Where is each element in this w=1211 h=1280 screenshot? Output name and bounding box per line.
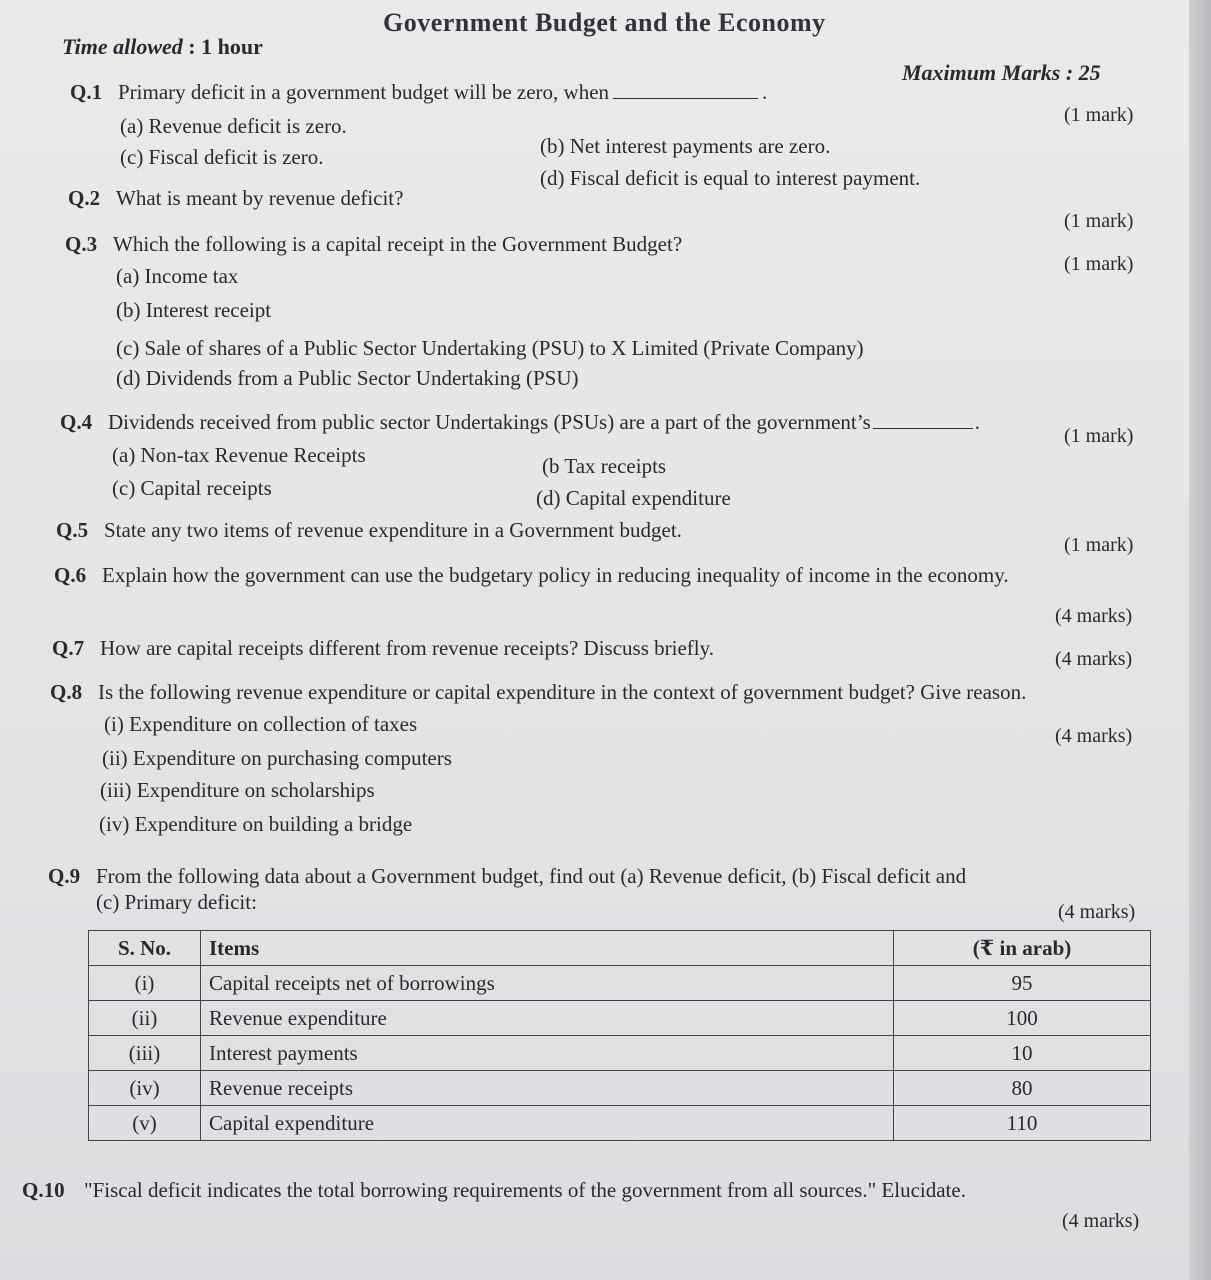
column-header-value: (₹ in arab) <box>894 931 1151 966</box>
q1-option-c: (c) Fiscal deficit is zero. <box>120 145 324 169</box>
row-sno: (iv) <box>89 1071 201 1106</box>
table-row <box>89 1106 1151 1141</box>
question-1 <box>70 80 767 105</box>
question-6 <box>54 563 1009 588</box>
question-8 <box>50 680 1026 705</box>
time-allowed-value: : 1 hour <box>188 34 263 59</box>
question-text: From the following data about a Government budget, find out (a) Revenue deficit, (b) Fiscal deficit and <box>96 864 967 888</box>
q8-item-i: (i) Expenditure on collection of taxes <box>104 712 418 736</box>
q4-option-b: (b Tax receipts <box>542 454 667 478</box>
question-number: Q.1 <box>70 80 103 104</box>
question-7 <box>52 636 714 661</box>
row-item: Revenue receipts <box>201 1071 894 1106</box>
table-row <box>89 1001 1151 1036</box>
time-allowed <box>62 34 263 60</box>
question-text: Explain how the government can use the budgetary policy in reducing inequality of income in the economy. <box>102 563 1009 587</box>
q8-item-iv: (iv) Expenditure on building a bridge <box>99 812 413 836</box>
question-end: . <box>762 80 768 104</box>
question-9-line-2: (c) Primary deficit: <box>96 890 257 914</box>
question-2 <box>68 186 403 211</box>
question-10 <box>22 1178 966 1203</box>
time-allowed-label: Time allowed <box>62 34 183 59</box>
question-8-marks: (4 marks) <box>1055 725 1133 747</box>
question-text: State any two items of revenue expenditure in a Government budget. <box>104 518 682 542</box>
question-number: Q.6 <box>54 563 87 587</box>
q4-option-c: (c) Capital receipts <box>112 476 272 500</box>
question-1-marks: (1 mark) <box>1064 104 1134 126</box>
question-3 <box>65 232 682 257</box>
answer-blank <box>613 80 758 99</box>
row-sno: (v) <box>89 1106 201 1141</box>
table-row <box>89 1036 1151 1071</box>
q1-option-d: (d) Fiscal deficit is equal to interest payment. <box>540 166 921 190</box>
question-number: Q.2 <box>68 186 101 210</box>
question-text: What is meant by revenue deficit? <box>116 186 404 210</box>
row-value: 95 <box>894 966 1151 1001</box>
maximum-marks: Maximum Marks : 25 <box>902 60 1101 85</box>
question-end: . <box>974 410 981 434</box>
question-4-marks: (1 mark) <box>1064 425 1134 447</box>
question-6-marks: (4 marks) <box>1055 605 1133 627</box>
question-number: Q.9 <box>48 864 81 888</box>
table-row <box>89 966 1151 1001</box>
page-edge <box>1189 0 1211 1280</box>
question-7-marks: (4 marks) <box>1055 648 1133 670</box>
row-sno: (ii) <box>89 1001 201 1036</box>
answer-blank <box>873 410 973 429</box>
question-9-marks: (4 marks) <box>1058 901 1136 923</box>
question-9 <box>48 864 966 889</box>
column-header-sno: S. No. <box>89 931 201 966</box>
question-text: Primary deficit in a government budget will be zero, when <box>118 80 610 104</box>
question-number: Q.4 <box>60 410 93 434</box>
question-text: Is the following revenue expenditure or capital expenditure in the context of government budget? Give reason. <box>98 680 1027 704</box>
question-4 <box>60 410 980 435</box>
q8-item-ii: (ii) Expenditure on purchasing computers <box>102 746 452 770</box>
budget-data-table <box>88 930 1151 1141</box>
table-header-row <box>89 931 1151 966</box>
row-item: Capital expenditure <box>201 1106 894 1141</box>
row-value: 80 <box>894 1071 1151 1106</box>
row-value: 10 <box>894 1036 1151 1071</box>
question-text: Dividends received from public sector Undertakings (PSUs) are a part of the government’s <box>108 410 871 434</box>
q4-option-d: (d) Capital expenditure <box>536 486 731 510</box>
q1-option-a: (a) Revenue deficit is zero. <box>120 114 347 138</box>
question-number: Q.7 <box>52 636 85 660</box>
row-item: Capital receipts net of borrowings <box>201 966 894 1001</box>
q1-option-b: (b) Net interest payments are zero. <box>540 134 831 158</box>
question-number: Q.5 <box>56 518 89 542</box>
table-row <box>89 1071 1151 1106</box>
question-number: Q.3 <box>65 232 98 256</box>
column-header-items: Items <box>201 931 894 966</box>
q3-option-c: (c) Sale of shares of a Public Sector Undertaking (PSU) to X Limited (Private Company) <box>116 336 864 360</box>
question-text: Which the following is a capital receipt in the Government Budget? <box>113 232 683 256</box>
question-3-marks: (1 mark) <box>1064 253 1134 275</box>
row-sno: (i) <box>89 966 201 1001</box>
q8-item-iii: (iii) Expenditure on scholarships <box>100 778 375 802</box>
row-item: Revenue expenditure <box>201 1001 894 1036</box>
question-5 <box>56 518 682 543</box>
question-number: Q.10 <box>22 1178 65 1202</box>
q3-option-b: (b) Interest receipt <box>116 298 272 322</box>
row-item: Interest payments <box>201 1036 894 1071</box>
question-2-marks: (1 mark) <box>1064 210 1134 232</box>
question-10-marks: (4 marks) <box>1062 1210 1140 1232</box>
question-text: How are capital receipts different from revenue receipts? Discuss briefly. <box>100 636 714 660</box>
q4-option-a: (a) Non-tax Revenue Receipts <box>112 443 366 467</box>
row-value: 110 <box>894 1106 1151 1141</box>
question-number: Q.8 <box>50 680 83 704</box>
row-sno: (iii) <box>89 1036 201 1071</box>
question-5-marks: (1 mark) <box>1064 534 1134 556</box>
row-value: 100 <box>894 1001 1151 1036</box>
question-text: "Fiscal deficit indicates the total borrowing requirements of the government from all sources." Elucidate. <box>84 1178 966 1202</box>
q3-option-a: (a) Income tax <box>116 264 239 288</box>
paper-title: Government Budget and the Economy <box>383 8 826 37</box>
q3-option-d: (d) Dividends from a Public Sector Undertaking (PSU) <box>116 366 579 390</box>
